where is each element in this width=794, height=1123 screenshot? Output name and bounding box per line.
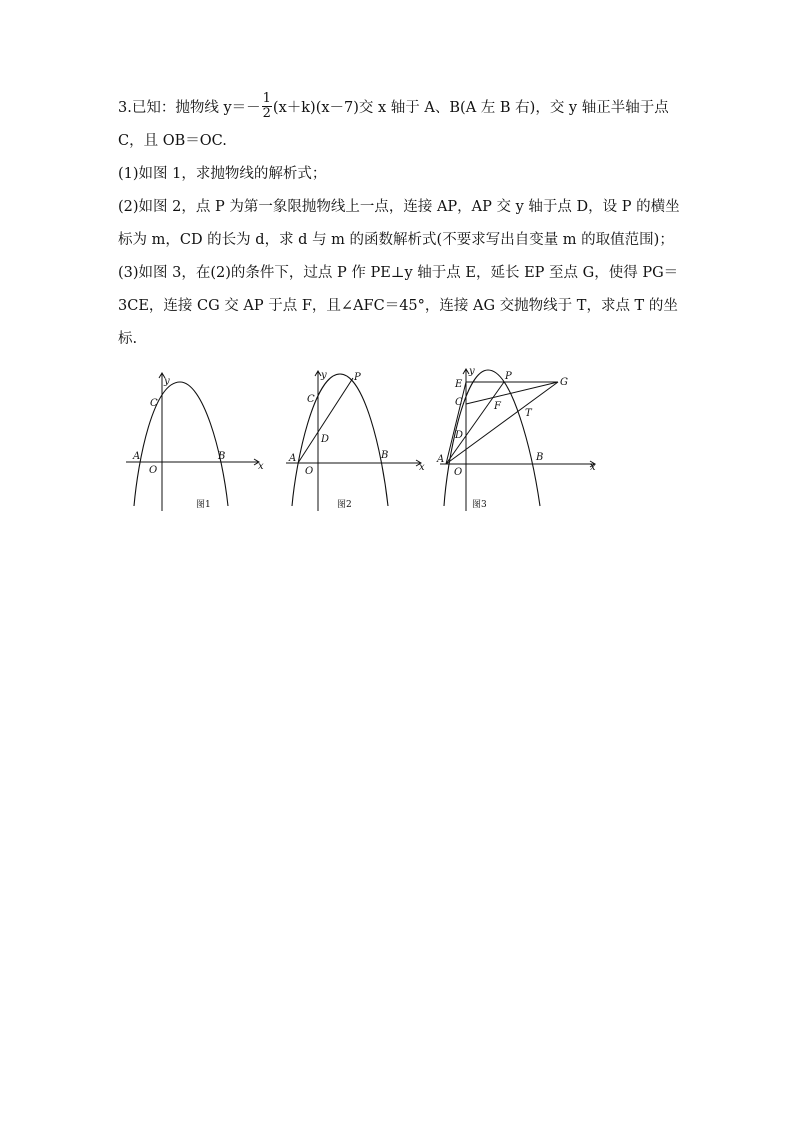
label-O: O <box>305 466 314 477</box>
label-D: D <box>455 430 464 441</box>
label-y: y <box>321 370 327 381</box>
question-2-line-2: 标为 m，CD 的长为 d，求 d 与 m 的函数解析式(不要求写出自变量 m 的取值范围)； <box>118 232 674 248</box>
label-G: G <box>560 377 568 388</box>
problem-line-1-start: 3.已知：抛物线 y＝－ <box>118 100 261 116</box>
label-B: B <box>381 450 389 461</box>
label-A: A <box>133 451 141 462</box>
problem-text <box>118 92 708 356</box>
figure-1-caption: 图1 <box>196 500 211 510</box>
label-O: O <box>149 465 158 476</box>
label-x: x <box>590 462 596 473</box>
figure-row <box>118 366 608 518</box>
label-C: C <box>150 398 158 409</box>
label-T: T <box>525 408 532 419</box>
question-1: (1)如图 1，求抛物线的解析式； <box>118 166 327 182</box>
label-A: A <box>289 453 297 464</box>
label-E: E <box>455 379 463 390</box>
figure-2-caption: 图2 <box>337 500 352 510</box>
fraction-numerator: 1 <box>262 90 271 106</box>
question-3-line-2: 3CE，连接 CG 交 AP 于点 F，且∠AFC＝45°，连接 AG 交抛物线于 T，求点 T 的坐 <box>118 298 678 314</box>
segment-AP <box>446 382 504 464</box>
label-F: F <box>494 401 501 412</box>
label-y: y <box>164 376 170 387</box>
segment-AP <box>298 378 353 463</box>
label-x: x <box>419 462 425 473</box>
question-2-line-1: (2)如图 2，点 P 为第一象限抛物线上一点，连接 AP，AP 交 y 轴于点 D，设 P 的横坐 <box>118 199 680 215</box>
figure-1 <box>118 366 268 518</box>
figure-2 <box>280 366 430 518</box>
label-y: y <box>469 366 475 377</box>
label-x: x <box>258 461 264 472</box>
label-C: C <box>307 394 315 405</box>
parabola <box>134 382 228 506</box>
label-C: C <box>455 397 463 408</box>
label-B: B <box>536 452 544 463</box>
fraction-denominator: 2 <box>262 105 271 121</box>
label-P: P <box>354 372 361 383</box>
figure-3 <box>434 366 600 518</box>
figure-3-caption: 图3 <box>472 500 487 510</box>
segment-CG <box>466 382 558 404</box>
question-3-line-3: 标. <box>118 331 138 347</box>
problem-line-1-end: (x＋k)(x－7)交 x 轴于 A、B(A 左 B 右)，交 y 轴正半轴于点 <box>272 100 669 116</box>
label-A: A <box>437 454 445 465</box>
label-P: P <box>505 371 512 382</box>
problem-line-2: C，且 OB＝OC. <box>118 133 227 149</box>
question-3-line-1: (3)如图 3，在(2)的条件下，过点 P 作 PE⊥y 轴于点 E，延长 EP 至点 G，使得 PG＝ <box>118 265 679 281</box>
fraction-one-half <box>262 92 272 121</box>
problem-line-1 <box>118 92 708 125</box>
label-B: B <box>218 451 226 462</box>
label-O: O <box>454 467 463 478</box>
label-D: D <box>321 434 330 445</box>
